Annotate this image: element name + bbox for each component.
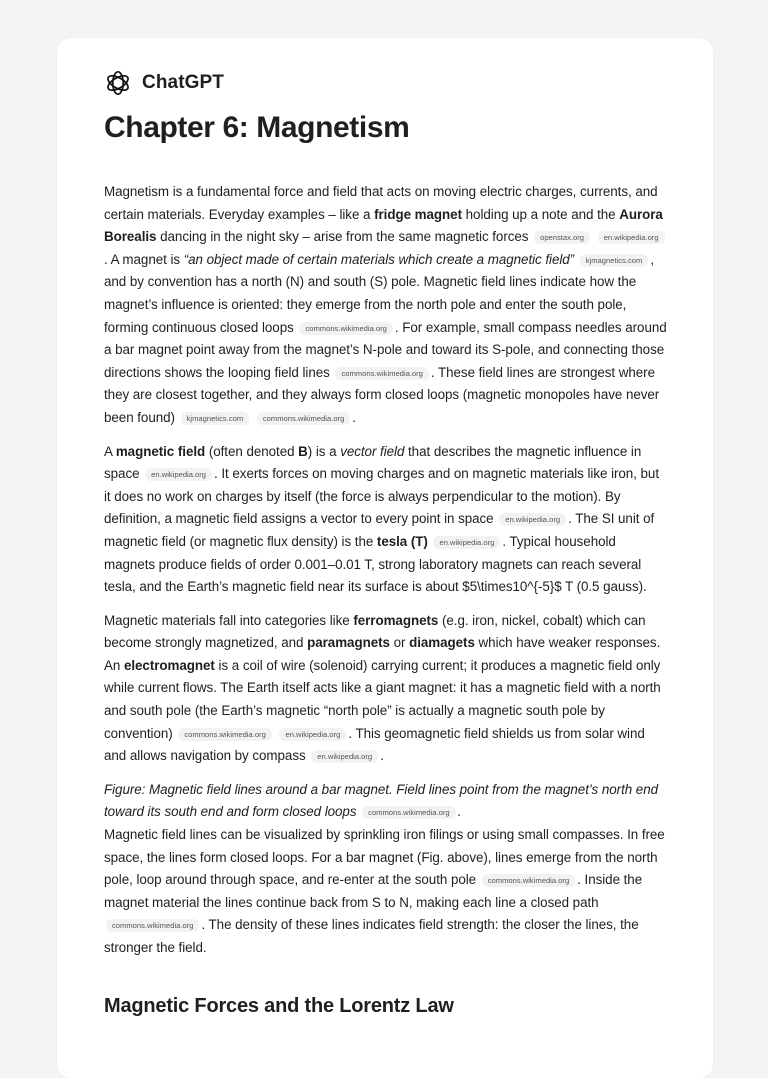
- paragraph-field-lines: Magnetic field lines can be visualized by sprinkling iron filings or using small compasses. In free space, the lines form closed loops. For a bar magnet (Fig. above), lines emerge from the north pole, loop around through space, and re-enter at the south pole commons.wikimedia.org . Inside the magnet material the lines continue back from S to N, making each line a closed path commons.wikimedia.org . The density of these lines indicates field strength: the closer the lines, the stronger the field.: [104, 827, 665, 955]
- section-heading: Magnetic Forces and the Lorentz Law: [104, 994, 454, 1017]
- citation-link[interactable]: kjmagnetics.com: [181, 412, 250, 425]
- bold-term: paramagnets: [307, 635, 390, 651]
- bold-term: diamagets: [409, 635, 475, 651]
- bold-term: B: [298, 443, 308, 459]
- citation-link[interactable]: en.wikipedia.org: [145, 468, 212, 481]
- citation-link[interactable]: commons.wikimedia.org: [362, 806, 455, 819]
- document-content: [104, 70, 667, 1020]
- citation-link[interactable]: en.wikipedia.org: [433, 536, 500, 549]
- paragraph-intro: Magnetism is a fundamental force and field that acts on moving electric charges, currents, and certain materials. Everyday examples – like a fridge magnet holding up a note and the Aurora Borealis dancing in the night sky – arise from the same magnetic forces openstax.org en.wikipedia.org. A magnet is “an object made of certain materials which create a magnetic field” kjmagnetics.com , and by convention has a north (N) and south (S) pole. Magnetic field lines indicate how the magnet’s influence is oriented: they emerge from the north pole and enter the south pole, forming continuous closed loops commons.wikimedia.org . For example, small compass needles around a bar magnet point away from the magnet’s N-pole and toward its S-pole, and connecting those directions shows the looping field lines commons.wikimedia.org . These field lines are strongest where they are closest together, and they always form closed loops (magnetic monopoles have never been found) kjmagnetics.com commons.wikimedia.org .: [104, 184, 667, 425]
- brand-header: [104, 70, 667, 96]
- citation-link[interactable]: commons.wikimedia.org: [299, 322, 392, 335]
- document-card: [57, 38, 713, 1078]
- citation-link[interactable]: en.wikipedia.org: [598, 231, 665, 244]
- bold-term: electromagnet: [123, 657, 215, 673]
- paragraph-materials: Magnetic materials fall into categories like ferromagnets (e.g. iron, nickel, cobalt) which can become strongly magnetized, and paramagnets or diamagets which have weaker responses. An electromagnet is a coil of wire (solenoid) carrying current; it produces a magnetic field only while current flows. The Earth itself acts like a giant magnet: it has a magnetic field with a north and south pole (the Earth’s magnetic “north pole” is actually a magnetic south pole by convention) commons.wikimedia.org en.wikipedia.org . This geomagnetic field shields us from solar wind and allows navigation by compass en.wikipedia.org .: [104, 612, 661, 764]
- citation-link[interactable]: openstax.org: [534, 231, 590, 244]
- bold-term: Aurora Borealis: [104, 206, 663, 245]
- citation-link[interactable]: commons.wikimedia.org: [106, 919, 199, 932]
- paragraph-magnetic-field: A magnetic field (often denoted B) is a vector field that describes the magnetic influence in space en.wikipedia.org . It exerts forces on moving charges and on magnetic materials like iron, but it does no work on charges by itself (the force is always perpendicular to the motion). By definition, a magnetic field assigns a vector to every point in space en.wikipedia.org . The SI unit of magnetic field (or magnetic flux density) is the tesla (T) en.wikipedia.org . Typical household magnets produce fields of order 0.001–0.01 T, strong laboratory magnets can reach several tesla, and the Earth’s magnetic field near its surface is about $5\times10^{-5}$ T (0.5 gauss).: [104, 443, 659, 595]
- citation-link[interactable]: kjmagnetics.com: [580, 254, 649, 267]
- citation-link[interactable]: commons.wikimedia.org: [257, 412, 350, 425]
- bold-term: ferromagnets: [353, 612, 439, 628]
- citation-link[interactable]: en.wikipedia.org: [499, 513, 566, 526]
- citation-link[interactable]: commons.wikimedia.org: [482, 874, 575, 887]
- openai-logo-icon: [104, 69, 132, 97]
- citation-link[interactable]: commons.wikimedia.org: [178, 728, 271, 741]
- bold-term: tesla (T): [376, 533, 428, 549]
- page-title: Chapter 6: Magnetism: [104, 111, 410, 144]
- citation-link[interactable]: en.wikipedia.org: [279, 728, 346, 741]
- citation-link[interactable]: en.wikipedia.org: [311, 750, 378, 763]
- figure-caption: Figure: Magnetic field lines around a bar magnet. Field lines point from the magnet’s north end toward its south end and form closed loops commons.wikimedia.org .: [104, 781, 659, 820]
- citation-link[interactable]: commons.wikimedia.org: [335, 367, 428, 380]
- bold-term: fridge magnet: [374, 206, 462, 222]
- brand-name: ChatGPT: [142, 72, 224, 93]
- bold-term: magnetic field: [115, 443, 206, 459]
